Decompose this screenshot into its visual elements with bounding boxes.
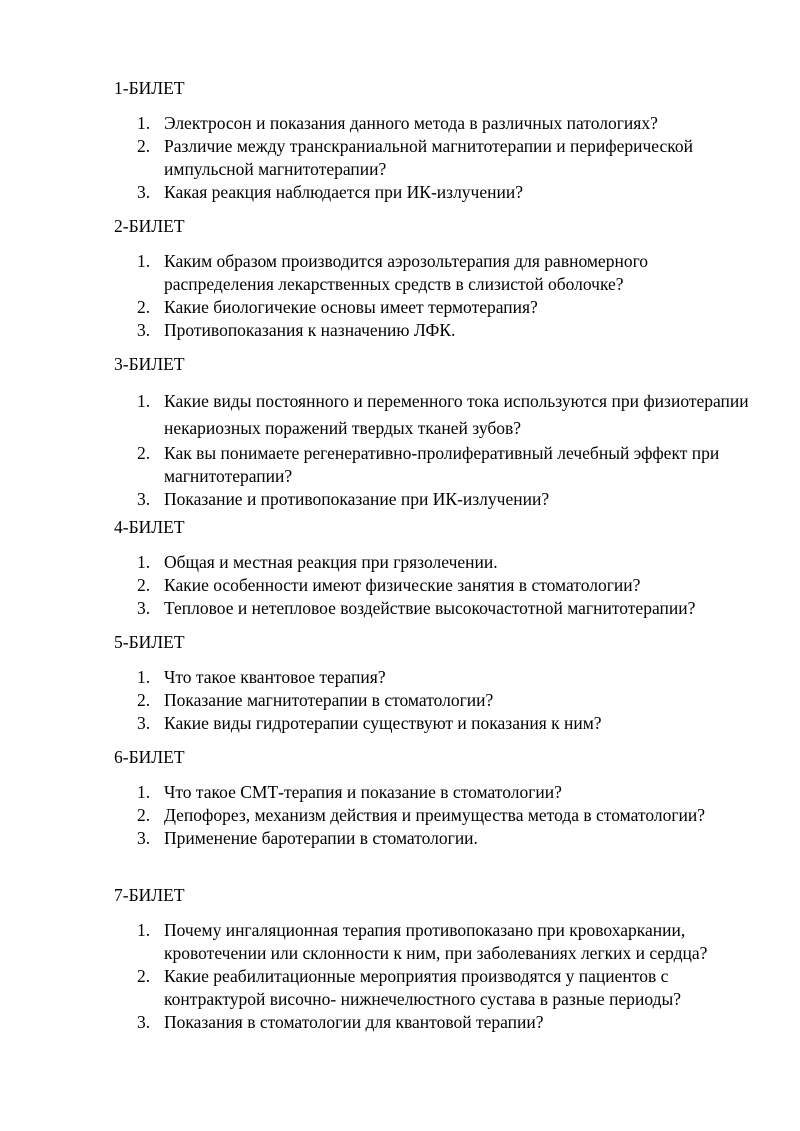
question-item xyxy=(114,551,754,574)
question-text: Какие виды гидротерапии существуют и показания к ним? xyxy=(164,713,602,733)
question-item xyxy=(114,181,754,204)
question-number: 3. xyxy=(137,182,151,202)
question-item xyxy=(114,250,754,296)
question-text: Что такое квантовое терапия? xyxy=(164,667,386,687)
question-text: Какие биологичекие основы имеет термотерапия? xyxy=(164,297,538,317)
question-item xyxy=(114,781,754,804)
ticket-4 xyxy=(114,516,754,620)
question-text: Противопоказания к назначению ЛФК. xyxy=(164,320,456,340)
question-item xyxy=(114,804,754,827)
question-item xyxy=(114,965,754,1011)
question-item xyxy=(114,827,754,850)
question-text: Какие особенности имеют физические занятия в стоматологии? xyxy=(164,575,641,595)
question-number: 2. xyxy=(137,136,151,156)
question-list xyxy=(114,112,754,204)
question-number: 1. xyxy=(137,667,151,687)
question-item xyxy=(114,388,754,442)
question-number: 2. xyxy=(137,966,151,986)
question-text: Тепловое и нетепловое воздействие высокочастотной магнитотерапии? xyxy=(164,598,696,618)
question-list xyxy=(114,551,754,620)
question-number: 3. xyxy=(137,1012,151,1032)
question-text: Различие между транскраниальной магнитотерапии и периферической импульсной магнитотерапии? xyxy=(164,136,693,179)
question-item xyxy=(114,712,754,735)
question-list xyxy=(114,919,754,1034)
question-item xyxy=(114,1011,754,1034)
question-text: Электросон и показания данного метода в различных патологиях? xyxy=(164,113,658,133)
ticket-1 xyxy=(114,77,754,204)
question-number: 1. xyxy=(137,251,151,271)
question-number: 1. xyxy=(137,782,151,802)
question-text: Общая и местная реакция при грязолечении. xyxy=(164,552,498,572)
question-number: 3. xyxy=(137,320,151,340)
ticket-6 xyxy=(114,746,754,850)
ticket-7 xyxy=(114,884,754,1034)
ticket-5 xyxy=(114,631,754,735)
question-text: Какие реабилитационные мероприятия производятся у пациентов с контрактурой височно- нижнечелюстного сустава в разные периоды? xyxy=(164,966,682,1009)
ticket-2 xyxy=(114,215,754,342)
ticket-title: 1-БИЛЕТ xyxy=(114,78,185,98)
question-item xyxy=(114,488,754,511)
question-text: Какая реакция наблюдается при ИК-излучении? xyxy=(164,182,523,202)
question-item xyxy=(114,442,754,488)
question-item xyxy=(114,112,754,135)
question-number: 1. xyxy=(137,391,151,411)
question-item xyxy=(114,319,754,342)
ticket-title: 6-БИЛЕТ xyxy=(114,747,185,767)
question-item xyxy=(114,574,754,597)
question-number: 2. xyxy=(137,575,151,595)
question-item xyxy=(114,135,754,181)
question-number: 3. xyxy=(137,489,151,509)
ticket-title: 4-БИЛЕТ xyxy=(114,517,185,537)
question-item xyxy=(114,689,754,712)
question-number: 2. xyxy=(137,443,151,463)
ticket-title: 2-БИЛЕТ xyxy=(114,216,185,236)
ticket-title: 5-БИЛЕТ xyxy=(114,632,185,652)
question-text: Показание магнитотерапии в стоматологии? xyxy=(164,690,494,710)
question-text: Показания в стоматологии для квантовой терапии? xyxy=(164,1012,544,1032)
question-list xyxy=(114,666,754,735)
question-item xyxy=(114,666,754,689)
question-number: 1. xyxy=(137,113,151,133)
ticket-title: 3-БИЛЕТ xyxy=(114,354,185,374)
question-item xyxy=(114,597,754,620)
question-item xyxy=(114,919,754,965)
question-number: 3. xyxy=(137,828,151,848)
ticket-3 xyxy=(114,353,754,511)
question-list xyxy=(114,250,754,342)
question-number: 3. xyxy=(137,598,151,618)
question-list xyxy=(114,388,754,511)
question-item xyxy=(114,296,754,319)
question-number: 2. xyxy=(137,297,151,317)
question-text: Какие виды постоянного и переменного тока используются при физиотерапии некариозных поражений твердых тканей зубов? xyxy=(164,391,749,438)
question-text: Каким образом производится аэрозольтерапия для равномерного распределения лекарственных средств в слизистой оболочке? xyxy=(164,251,649,294)
question-number: 1. xyxy=(137,552,151,572)
question-text: Депофорез, механизм действия и преимущества метода в стоматологии? xyxy=(164,805,705,825)
question-number: 1. xyxy=(137,920,151,940)
question-text: Как вы понимаете регенеративно-пролиферативный лечебный эффект при магнитотерапии? xyxy=(164,443,720,486)
question-text: Применение баротерапии в стоматологии. xyxy=(164,828,478,848)
question-number: 2. xyxy=(137,690,151,710)
question-list xyxy=(114,781,754,850)
question-text: Показание и противопоказание при ИК-излучении? xyxy=(164,489,550,509)
question-number: 2. xyxy=(137,805,151,825)
question-text: Почему ингаляционная терапия противопоказано при кровохаркании, кровотечении или склонности к ним, при заболеваниях легких и сердца? xyxy=(164,920,708,963)
ticket-title: 7-БИЛЕТ xyxy=(114,885,185,905)
question-number: 3. xyxy=(137,713,151,733)
question-text: Что такое СМТ-терапия и показание в стоматологии? xyxy=(164,782,562,802)
